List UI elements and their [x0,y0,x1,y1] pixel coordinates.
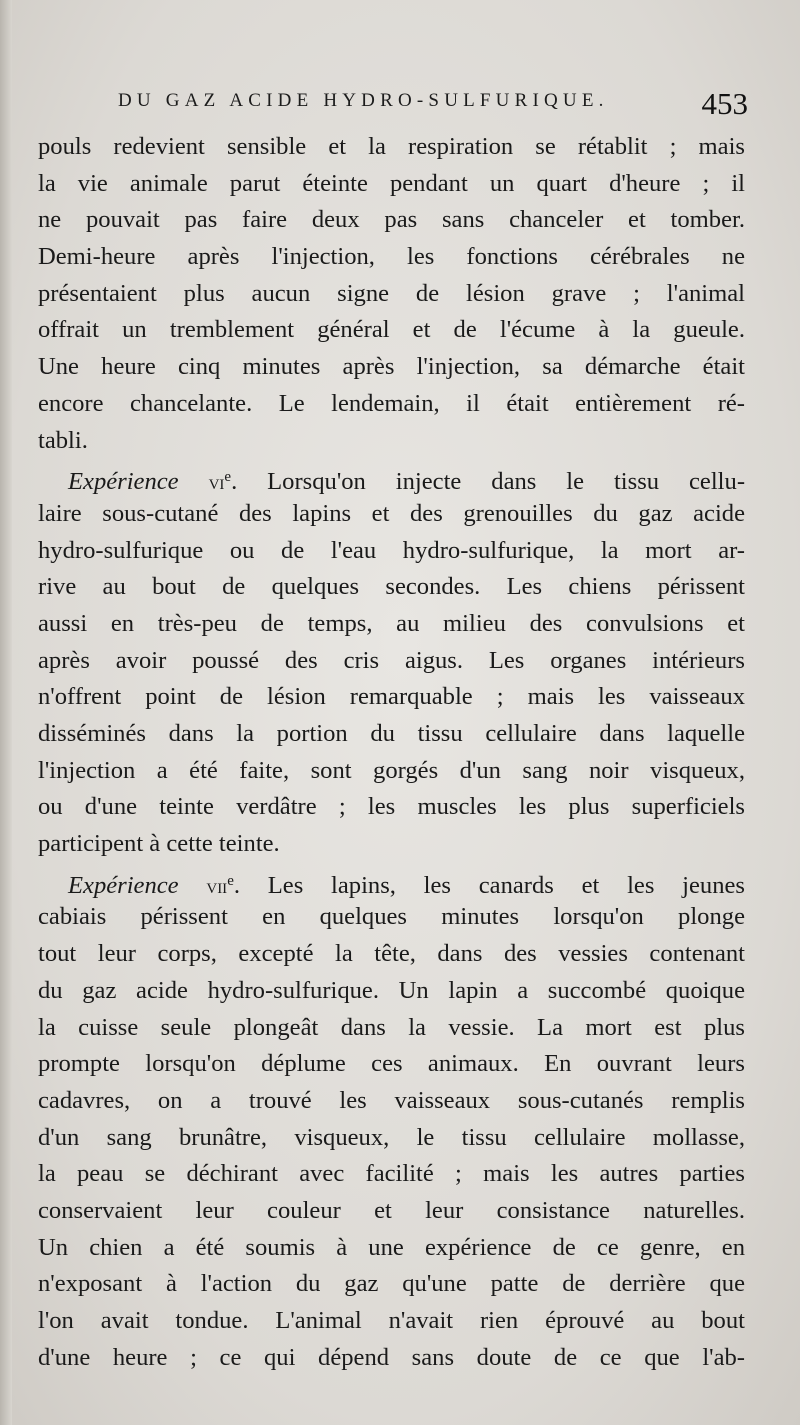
text-line: pouls redevient sensible et la respiration se rétablit ; mais [38,133,745,160]
experiment-text: . Les lapins, les canards et les jeunes [233,871,745,899]
experiment-text: . Lorsqu'on injecte dans le tissu cellu- [231,468,745,496]
page-edge-shadow [0,0,12,1425]
text-line: cadavres, on a trouvé les vaisseaux sous-cutanés remplis [38,1086,745,1114]
running-head: DU GAZ ACIDE HYDRO-SULFURIQUE. [118,90,609,111]
text-line: tabli. [38,426,88,454]
text-line: cabiais périssent en quelques minutes lorsqu'on plonge [38,903,745,931]
text-line: la peau se déchirant avec facilité ; mais les autres parties [38,1160,745,1188]
page-header [118,86,748,126]
experiment-superscript: e [227,872,234,889]
text-line: du gaz acide hydro-sulfurique. Un lapin a succombé quoique [38,976,745,1004]
text-line: conservaient leur couleur et leur consistance naturelles. [38,1196,745,1224]
text-line: ne pouvait pas faire deux pas sans chanceler et tomber. [38,206,745,234]
text-line: la cuisse seule plongeât dans la vessie. La mort est plus [38,1013,745,1041]
text-line: Demi-heure après l'injection, les fonctions cérébrales ne [38,243,745,271]
experiment-numeral: vii [206,872,228,898]
experiment-numeral: vi [208,469,225,495]
experiment-heading-line [38,863,745,900]
text-line: n'exposant à l'action du gaz qu'une patte de derrière que [38,1270,745,1298]
text-line: Une heure cinq minutes après l'injection, sa démarche était [38,353,745,381]
text-line: l'injection a été faite, sont gorgés d'un sang noir visqueux, [38,756,745,784]
text-line: d'une heure ; ce qui dépend sans doute de ce que l'ab- [38,1343,745,1371]
text-line: hydro-sulfurique ou de l'eau hydro-sulfurique, la mort ar- [38,536,745,564]
text-line: Un chien a été soumis à une expérience de ce genre, en [38,1233,745,1261]
text-line: participent à cette teinte. [38,830,280,858]
text-line: l'on avait tondue. L'animal n'avait rien éprouvé au bout [38,1307,745,1334]
text-line: laire sous-cutané des lapins et des grenouilles du gaz acide [38,499,745,527]
page-number: 453 [701,86,748,121]
text-line: prompte lorsqu'on déplume ces animaux. En ouvrant leurs [38,1050,745,1078]
experiment-label: Expérience [68,871,179,899]
text-line: après avoir poussé des cris aigus. Les organes intérieurs [38,646,745,674]
text-line: encore chancelante. Le lendemain, il était entièrement ré- [38,389,745,417]
experiment-superscript: e [224,469,232,486]
text-line: présentaient plus aucun signe de lésion grave ; l'animal [38,279,745,307]
body-text [38,129,745,1376]
text-line: aussi en très-peu de temps, au milieu des convulsions et [38,609,745,637]
text-line: d'un sang brunâtre, visqueux, le tissu cellulaire mollasse, [38,1123,745,1151]
text-line: tout leur corps, excepté la tête, dans des vessies contenant [38,940,745,968]
text-line: la vie animale parut éteinte pendant un quart d'heure ; il [38,169,745,197]
text-line: n'offrent point de lésion remarquable ; mais les vaisseaux [38,683,745,711]
text-line: ou d'une teinte verdâtre ; les muscles les plus superficiels [38,793,745,821]
experiment-heading-line [38,459,745,496]
experiment-label: Expérience [68,468,179,496]
text-line: disséminés dans la portion du tissu cellulaire dans laquelle [38,720,745,747]
text-line: rive au bout de quelques secondes. Les chiens périssent [38,573,745,601]
text-line: offrait un tremblement général et de l'écume à la gueule. [38,316,745,344]
